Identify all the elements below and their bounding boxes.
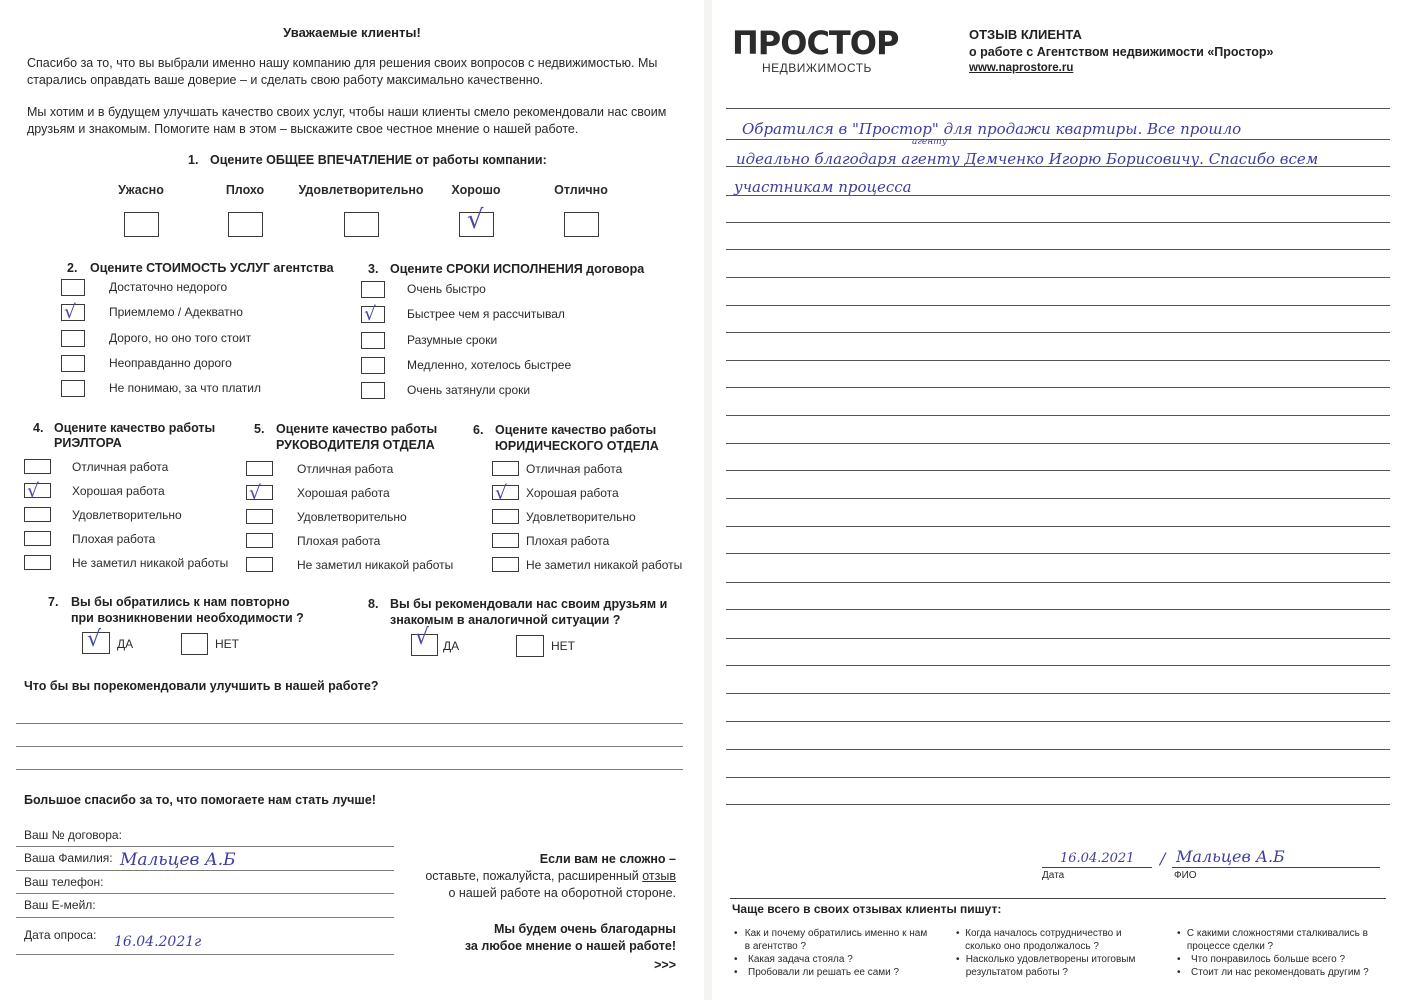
q5-option-label: Плохая работа — [297, 534, 381, 548]
tip-text: С какими сложностями сталкивались в процессе сделки ? — [1186, 928, 1368, 952]
q2-checkbox[interactable] — [61, 279, 85, 296]
q1-checkbox[interactable] — [459, 205, 494, 237]
q1-checkbox[interactable] — [228, 212, 263, 237]
q3-title: Оцените СРОКИ ИСПОЛНЕНИЯ договора — [390, 262, 645, 276]
tip-text: Стоит ли нас рекомендовать другим ? — [1191, 967, 1369, 978]
checkmark-icon: √ — [467, 205, 484, 235]
q2-checkbox[interactable] — [61, 301, 85, 324]
checkmark-icon: √ — [249, 482, 262, 504]
review-line[interactable] — [726, 721, 1390, 722]
q6-checkbox[interactable] — [492, 461, 519, 476]
review-subtitle: о работе с Агентством недвижимости «Простор» — [969, 45, 1274, 59]
q4-option-label: Не заметил никакой работы — [72, 556, 229, 570]
tip-item: • Как и почему обратились именно к нам в агентство ? — [734, 927, 934, 953]
q4-option-label: Хорошая работа — [72, 484, 165, 498]
q6-title-2: ЮРИДИЧЕСКОГО ОТДЕЛА — [495, 439, 659, 453]
review-line[interactable] — [726, 249, 1390, 250]
q4-checkbox[interactable] — [24, 555, 51, 570]
q5-checkbox[interactable] — [246, 461, 273, 476]
q7-yes-label: ДА — [117, 637, 134, 651]
q2-option-label: Достаточно недорого — [109, 280, 228, 294]
date-value: 16.04.2021г — [114, 934, 202, 950]
q7-title-2: при возникновении необходимости ? — [71, 611, 304, 625]
contract-field[interactable] — [16, 846, 394, 847]
tip-text: Пробовали ли решать ее сами ? — [748, 967, 900, 978]
q4-option-label: Отличная работа — [72, 460, 169, 474]
review-name-label: ФИО — [1174, 870, 1197, 881]
q1-checkbox[interactable] — [124, 212, 159, 237]
tip-item: • С какими сложностями сталкивались в процессе сделки ? — [1177, 927, 1377, 953]
q5-option-label: Отличная работа — [297, 462, 394, 476]
tip-text: Что понравилось больше всего ? — [1191, 954, 1346, 965]
logo-wordmark: ПРОСТОР — [732, 24, 899, 62]
q5-option-label: Хорошая работа — [297, 486, 390, 500]
review-line[interactable] — [726, 360, 1390, 361]
cta-thanks-1: Мы будем очень благодарны — [493, 922, 676, 936]
improve-line-3[interactable] — [16, 769, 683, 770]
review-name-field[interactable] — [1172, 867, 1380, 868]
review-line[interactable] — [726, 108, 1390, 109]
q7-yes-checkbox[interactable]: √ — [82, 632, 110, 654]
q3-option-label: Разумные сроки — [407, 332, 498, 347]
tips-column-2 — [956, 927, 1156, 979]
review-date-field[interactable] — [1042, 867, 1152, 868]
tip-item: • Когда началось сотрудничество и сколько оно продолжалось ? — [956, 927, 1156, 953]
q8-no-checkbox[interactable] — [516, 635, 544, 657]
tip-text: Какая задача стояла ? — [748, 954, 853, 965]
review-line[interactable] — [726, 498, 1390, 499]
q4-title-2: РИЭЛТОРА — [54, 436, 122, 450]
phone-field[interactable] — [16, 893, 394, 894]
q2-number: 2. — [67, 261, 78, 275]
review-line[interactable] — [726, 582, 1390, 583]
q2-option-label: Неоправданно дорого — [109, 355, 232, 370]
q6-checkbox[interactable] — [492, 509, 519, 524]
q8-no-label: НЕТ — [551, 639, 575, 653]
q8-title-2: знакомым в аналогичной ситуации ? — [390, 613, 621, 627]
review-name-value: Мальцев А.Б — [1176, 847, 1285, 866]
q3-checkbox[interactable] — [361, 357, 385, 374]
review-text-line-3: участникам процесса — [734, 178, 912, 196]
tips-column-3 — [1177, 927, 1377, 979]
q2-option-label: Приемлемо / Адекватно — [109, 305, 243, 320]
intro-paragraph-1: Спасибо за то, что вы выбрали именно нашу компанию для решения своих вопросов с недвижимостью. Мы старались оправдать ваше доверие – и сделать свою работу максимально качественно. — [27, 56, 658, 87]
q6-option-label: Не заметил никакой работы — [526, 558, 683, 572]
q7-no-label: НЕТ — [215, 637, 239, 651]
phone-label: Ваш телефон: — [24, 875, 104, 889]
review-line[interactable] — [726, 195, 1390, 196]
q5-option-label: Не заметил никакой работы — [297, 558, 454, 572]
review-line[interactable] — [726, 804, 1390, 805]
q1-checkbox[interactable] — [344, 212, 379, 237]
review-line[interactable] — [726, 222, 1390, 223]
q8-yes-label: ДА — [443, 639, 460, 653]
q4-title-1: Оцените качество работы — [54, 421, 216, 435]
surname-value: Мальцев А.Б — [120, 850, 236, 870]
review-line[interactable] — [726, 553, 1390, 554]
review-back-page — [712, 0, 1416, 1000]
q4-checkbox[interactable] — [24, 531, 51, 546]
q5-title-2: РУКОВОДИТЕЛЯ ОТДЕЛА — [276, 438, 435, 452]
q1-option-label: Отлично — [554, 183, 608, 197]
review-line[interactable] — [726, 665, 1390, 666]
intro-paragraph-2: Мы хотим и в будущем улучшать качество своих услуг, чтобы наши клиенты смело рекомендовали нас своим друзьям и знакомым. Помогите нам в этом – выскажите свое честное мнение о нашей работе. — [27, 105, 667, 136]
cta-line-3: о нашей работе на оборотной стороне. — [448, 886, 676, 900]
cta-line-2 — [404, 869, 676, 883]
q2-title: Оцените СТОИМОСТЬ УСЛУГ агентства — [90, 261, 334, 275]
logo-subtitle: НЕДВИЖИМОСТЬ — [762, 61, 872, 75]
review-line[interactable] — [726, 777, 1390, 778]
q8-title-1: Вы бы рекомендовали нас своим друзьям и — [390, 597, 668, 611]
review-slash: / — [1160, 849, 1166, 868]
review-line[interactable] — [726, 749, 1390, 750]
tip-item: • Какая задача стояла ? — [734, 954, 853, 965]
q2-checkbox[interactable] — [61, 380, 85, 397]
q3-checkbox[interactable] — [361, 332, 385, 349]
q1-title: Оцените ОБЩЕЕ ВПЕЧАТЛЕНИЕ от работы компании: — [210, 153, 547, 167]
thanks-line: Большое спасибо за то, что помогаете нам стать лучше! — [24, 793, 376, 807]
cta-heading: Если вам не сложно – — [539, 852, 676, 866]
improve-label: Что бы вы порекомендовали улучшить в нашей работе? — [24, 679, 379, 693]
q1-checkbox[interactable] — [564, 212, 599, 237]
tip-text: Как и почему обратились именно к нам в агентство ? — [744, 928, 928, 952]
checkmark-icon: √ — [495, 482, 508, 504]
q4-checkbox[interactable] — [24, 507, 51, 522]
review-insert: агенту — [912, 137, 947, 147]
q1-option-label: Удовлетворительно — [298, 183, 424, 197]
review-line[interactable] — [726, 305, 1390, 306]
cta-arrows: >>> — [654, 958, 676, 972]
q3-option-label: Быстрее чем я рассчитывал — [407, 307, 565, 322]
q6-checkbox[interactable] — [492, 482, 519, 504]
q1-option-label: Хорошо — [451, 183, 501, 197]
contract-label: Ваш № договора: — [24, 828, 122, 842]
checkmark-icon: √ — [27, 480, 40, 502]
surname-field[interactable] — [16, 870, 394, 871]
review-line[interactable] — [726, 415, 1390, 416]
q2-checkbox[interactable] — [61, 330, 85, 347]
review-line[interactable] — [726, 332, 1390, 333]
checkmark-icon: √ — [64, 301, 77, 324]
q3-option-label: Медленно, хотелось быстрее — [407, 357, 572, 372]
prostor-logo — [732, 26, 912, 78]
date-field[interactable] — [16, 954, 394, 955]
q4-option-label: Удовлетворительно — [72, 508, 182, 522]
tip-item: • Пробовали ли решать ее сами ? — [734, 967, 900, 978]
review-link[interactable]: отзыв — [642, 869, 676, 883]
q1-option-label: Ужасно — [118, 183, 164, 197]
review-text-line-2: идеально благодаря агенту Демченко Игорю Борисовичу. Спасибо всем — [736, 150, 1319, 168]
website-link[interactable]: www.naprostore.ru — [969, 62, 1074, 74]
q2-checkbox[interactable] — [61, 355, 85, 372]
q5-checkbox[interactable] — [246, 482, 273, 504]
review-line[interactable] — [726, 638, 1390, 639]
tips-title: Чаще всего в своих отзывах клиенты пишут: — [732, 902, 1002, 916]
q1-option-label: Плохо — [225, 183, 265, 197]
q1-number: 1. — [188, 153, 199, 167]
tip-text: Когда началось сотрудничество и сколько оно продолжалось ? — [965, 928, 1122, 952]
checkmark-icon: √ — [364, 303, 377, 326]
q4-number: 4. — [33, 421, 44, 435]
review-line[interactable] — [726, 609, 1390, 610]
q7-title-1: Вы бы обратились к нам повторно — [71, 595, 290, 609]
q8-yes-checkbox[interactable]: √ — [411, 634, 438, 656]
tip-item: • Насколько удовлетворены итоговым результатом работы ? — [956, 953, 1156, 979]
q8-number: 8. — [368, 597, 379, 611]
q7-no-checkbox[interactable] — [181, 633, 208, 655]
q6-checkbox[interactable] — [492, 557, 519, 572]
q6-checkbox[interactable] — [492, 533, 519, 548]
surname-label: Ваша Фамилия: — [24, 851, 113, 865]
email-label: Ваш Е-мейл: — [24, 898, 96, 912]
tips-column-1 — [734, 927, 934, 979]
tip-item: • Стоит ли нас рекомендовать другим ? — [1177, 967, 1369, 978]
q5-number: 5. — [254, 422, 265, 436]
review-date-value: 16.04.2021 — [1060, 851, 1135, 866]
survey-front-page — [0, 0, 704, 1000]
review-line[interactable] — [726, 387, 1390, 388]
tip-text: Насколько удовлетворены итоговым результатом работы ? — [965, 954, 1136, 978]
page-title: Уважаемые клиенты! — [283, 25, 421, 40]
tips-divider — [730, 898, 1386, 899]
q2-option-label: Дорого, но оно того стоит — [109, 330, 252, 345]
q6-number: 6. — [473, 423, 484, 437]
q6-option-label: Отличная работа — [526, 462, 623, 476]
q4-checkbox[interactable] — [24, 480, 51, 502]
q5-checkbox[interactable] — [246, 557, 273, 572]
review-line[interactable] — [726, 693, 1390, 694]
q4-option-label: Плохая работа — [72, 532, 156, 546]
review-line[interactable] — [726, 443, 1390, 444]
q3-checkbox[interactable] — [361, 281, 385, 298]
review-text-line-1: Обратился в "Простор" для продажи квартиры. Все прошло — [742, 120, 1242, 138]
q3-number: 3. — [368, 262, 379, 276]
cta-line-2-text: оставьте, пожалуйста, расширенный — [425, 869, 639, 883]
email-field[interactable] — [16, 917, 394, 918]
q5-option-label: Удовлетворительно — [297, 510, 407, 524]
q6-option-label: Удовлетворительно — [526, 510, 636, 524]
q3-checkbox[interactable] — [361, 303, 385, 326]
review-line[interactable] — [726, 166, 1390, 167]
improve-line-1[interactable] — [16, 723, 683, 724]
q3-option-label: Очень быстро — [407, 282, 486, 296]
q3-checkbox[interactable] — [361, 382, 385, 399]
q5-checkbox[interactable] — [246, 509, 273, 524]
review-date-label: Дата — [1042, 870, 1065, 881]
q2-option-label: Не понимаю, за что платил — [109, 381, 262, 396]
improve-line-2[interactable] — [16, 746, 683, 747]
review-line[interactable] — [726, 139, 1390, 140]
q6-title-1: Оцените качество работы — [495, 423, 657, 437]
q6-option-label: Плохая работа — [526, 534, 610, 548]
q4-checkbox[interactable] — [24, 459, 51, 474]
review-line[interactable] — [726, 277, 1390, 278]
review-title: ОТЗЫВ КЛИЕНТА — [969, 27, 1082, 42]
q5-title-1: Оцените качество работы — [276, 422, 438, 436]
review-line[interactable] — [726, 526, 1390, 527]
q5-checkbox[interactable] — [246, 533, 273, 548]
date-label: Дата опроса: — [24, 928, 97, 942]
cta-thanks-2: за любое мнение о нашей работе! — [464, 939, 676, 953]
q3-option-label: Очень затянули сроки — [407, 383, 531, 398]
review-line[interactable] — [726, 470, 1390, 471]
q6-option-label: Хорошая работа — [526, 486, 619, 500]
tip-item: • Что понравилось больше всего ? — [1177, 954, 1346, 965]
q7-number: 7. — [48, 595, 59, 609]
